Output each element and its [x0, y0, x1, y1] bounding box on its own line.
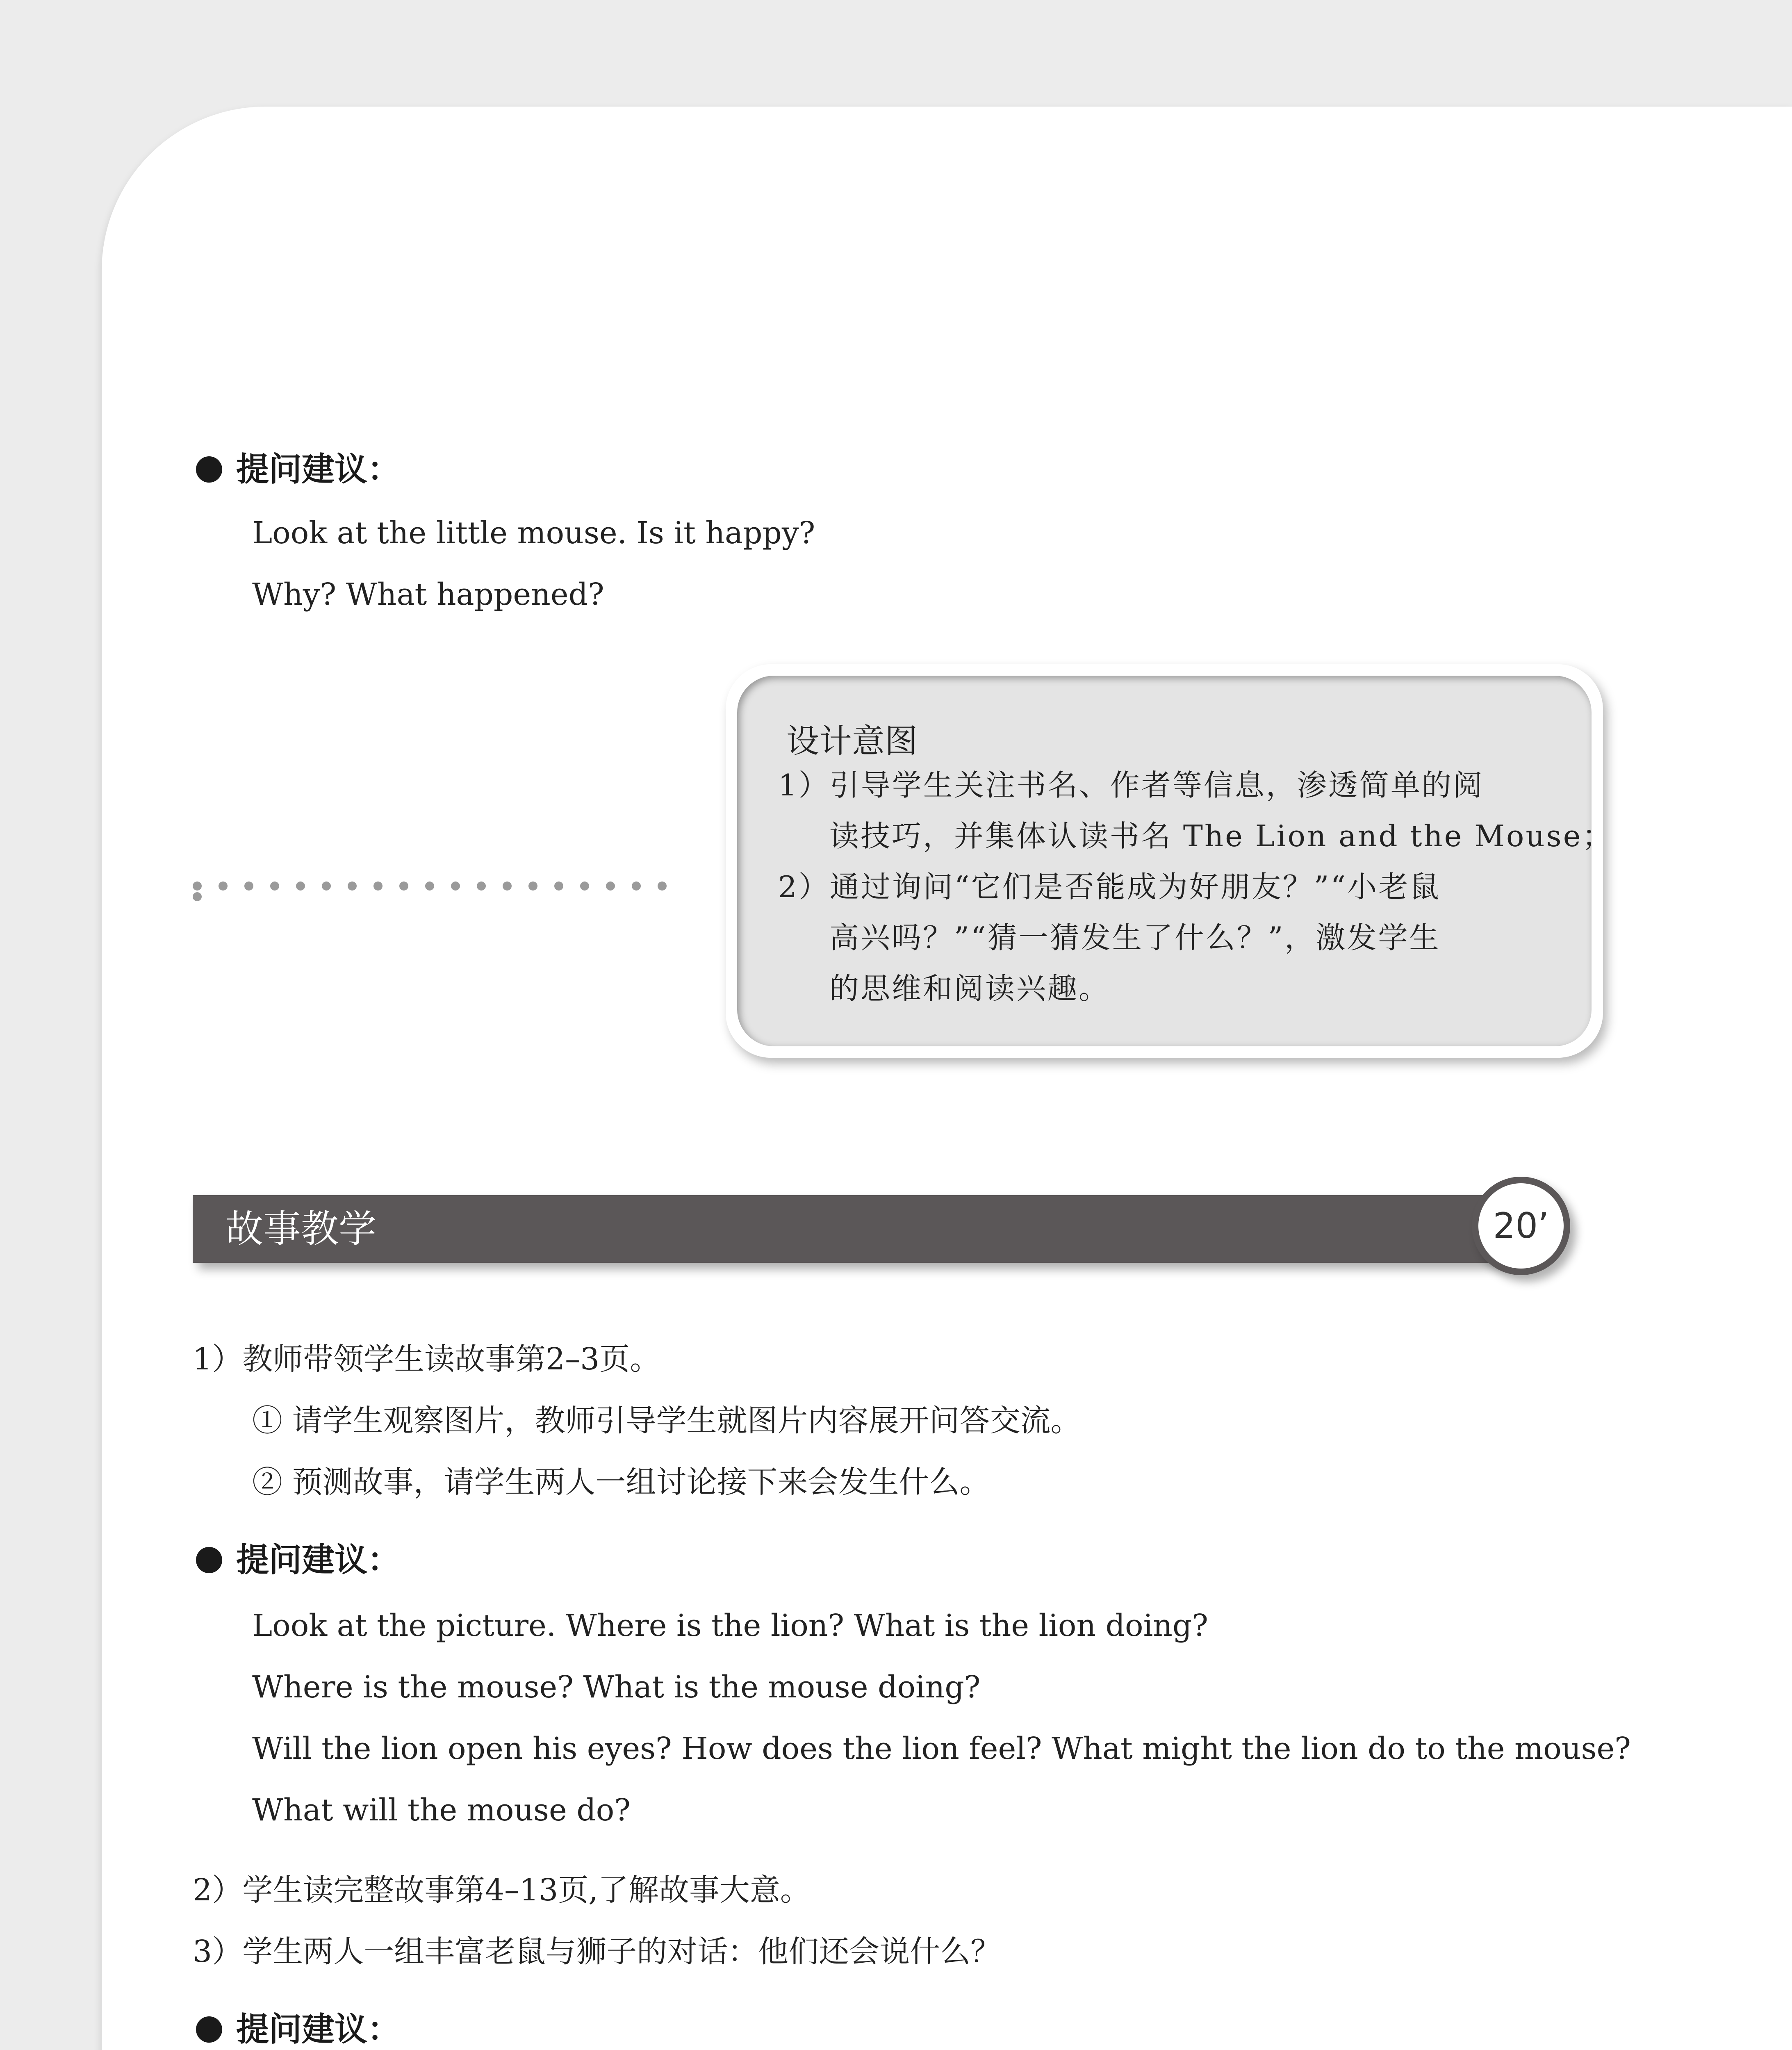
step-1-b: ② 预测故事，请学生两人一组讨论接下来会发生什么。 — [252, 1465, 990, 1500]
step-1: 1）教师带领学生读故事第2–3页。 — [193, 1342, 660, 1377]
question-heading-3 — [196, 2007, 400, 2050]
question-2-line-3: Will the lion open his eyes? How does the lion feel? What might the lion do to the mouse? — [252, 1731, 1631, 1766]
question-2-line-4: What will the mouse do? — [252, 1793, 631, 1828]
question-heading-3-text: 提问建议： — [236, 2010, 400, 2048]
design-intent-title: 设计意图 — [786, 722, 918, 760]
question-2-line-1: Look at the picture. Where is the lion? What is the lion doing? — [252, 1608, 1208, 1643]
bullet-icon — [196, 456, 222, 483]
question-2-line-2: Where is the mouse? What is the mouse doing? — [252, 1670, 981, 1705]
question-1-line-2: Why? What happened? — [252, 577, 604, 612]
question-heading-1-text: 提问建议： — [236, 450, 400, 488]
design-intent-box — [726, 664, 1614, 1058]
section-title: 故事教学 — [225, 1207, 377, 1251]
step-2: 2）学生读完整故事第4–13页,了解故事大意。 — [193, 1872, 811, 1908]
time-badge-text: 20’ — [1478, 1183, 1564, 1269]
question-heading-2-text: 提问建议： — [236, 1541, 400, 1579]
question-heading-1 — [196, 447, 400, 492]
section-header-bar — [193, 1195, 1521, 1263]
design-intent-panel — [737, 676, 1614, 1046]
bullet-icon — [196, 2016, 222, 2043]
dotted-leader — [193, 882, 705, 894]
design-intent-line-1: 1）引导学生关注书名、作者等信息，渗透简单的阅 — [778, 768, 1484, 802]
design-intent-line-3: 2）通过询问“它们是否能成为好朋友？”“小老鼠 — [778, 870, 1441, 904]
time-badge — [1472, 1177, 1570, 1275]
question-1-line-1: Look at the little mouse. Is it happy? — [252, 515, 815, 551]
design-intent-line-4: 高兴吗？”“猜一猜发生了什么？”，激发学生 — [829, 920, 1441, 955]
step-3: 3）学生两人一组丰富老鼠与狮子的对话：他们还会说什么？ — [193, 1934, 1001, 1969]
bullet-icon — [196, 1547, 222, 1573]
step-1-a: ① 请学生观察图片，教师引导学生就图片内容展开问答交流。 — [252, 1403, 1081, 1438]
question-heading-2 — [196, 1538, 400, 1583]
design-intent-line-2: 读技巧，并集体认读书名 The Lion and the Mouse； — [829, 819, 1614, 853]
design-intent-line-5: 的思维和阅读兴趣。 — [829, 971, 1110, 1006]
